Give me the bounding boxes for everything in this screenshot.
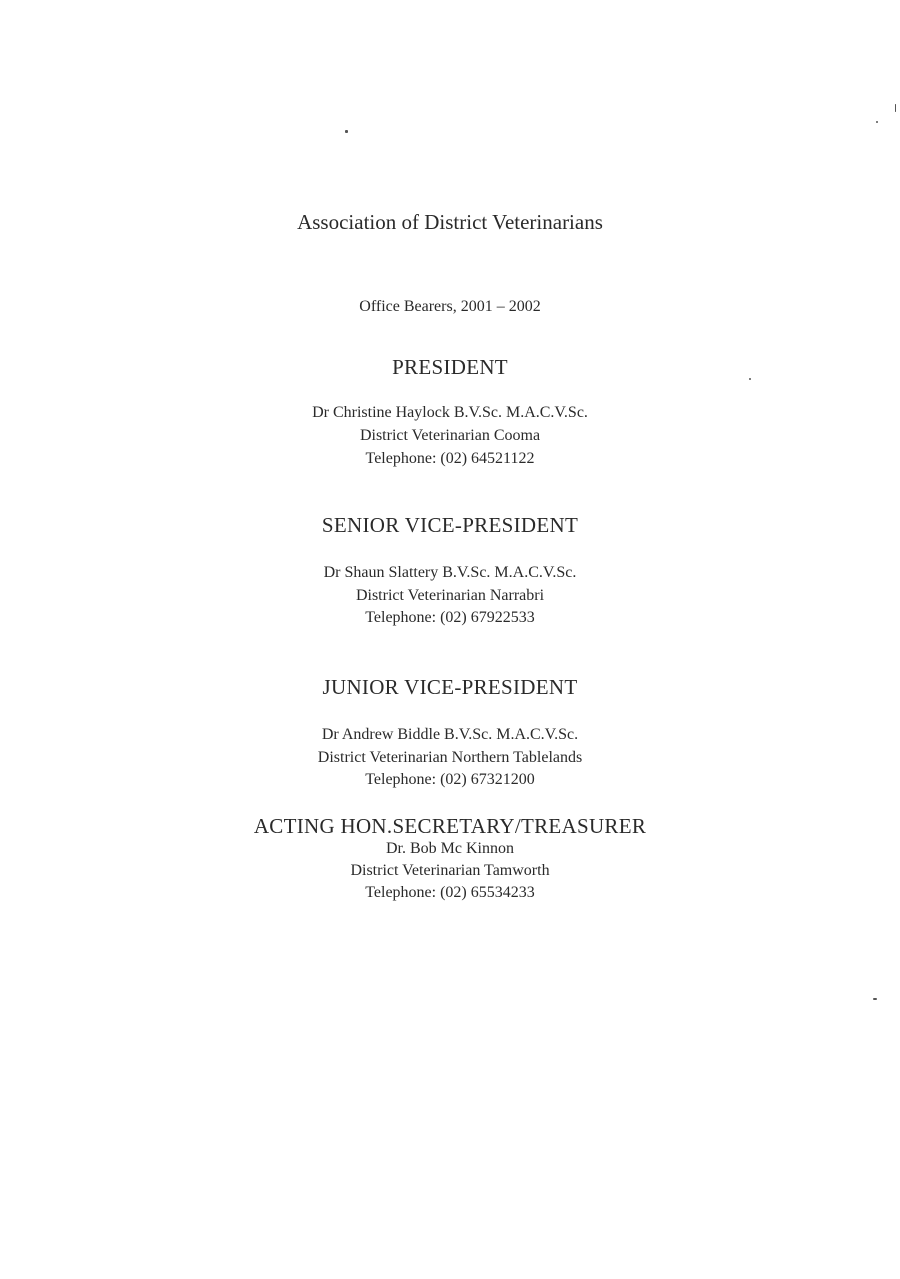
officer-name: Dr Christine Haylock B.V.Sc. M.A.C.V.Sc.: [312, 404, 588, 421]
officer-telephone: Telephone: (02) 64521122: [365, 450, 535, 467]
scan-speck: [873, 998, 877, 1000]
officer-role: District Veterinarian Cooma: [359, 427, 541, 444]
section-heading: PRESIDENT: [392, 355, 508, 379]
section-heading: SENIOR VICE-PRESIDENT: [321, 513, 579, 537]
officer-name: Dr Andrew Biddle B.V.Sc. M.A.C.V.Sc.: [321, 726, 579, 743]
officer-role: District Veterinarian Tamworth: [350, 862, 550, 879]
officer-telephone: Telephone: (02) 67321200: [365, 771, 535, 788]
officer-telephone: Telephone: (02) 65534233: [365, 884, 535, 901]
office-bearers-subtitle: Office Bearers, 2001 – 2002: [359, 298, 541, 315]
officer-telephone: Telephone: (02) 67922533: [365, 609, 535, 626]
scan-speck: [876, 121, 878, 123]
section-heading: JUNIOR VICE-PRESIDENT: [322, 675, 578, 699]
organization-title: Association of District Veterinarians: [297, 210, 603, 234]
scan-speck: [345, 130, 348, 133]
officer-role: District Veterinarian Narrabri: [355, 587, 545, 604]
officer-name: Dr. Bob Mc Kinnon: [386, 840, 514, 857]
scan-speck: [749, 378, 751, 380]
section-heading: ACTING HON.SECRETARY/TREASURER: [253, 814, 647, 838]
officer-role: District Veterinarian Northern Tablelands: [317, 749, 583, 766]
officer-name: Dr Shaun Slattery B.V.Sc. M.A.C.V.Sc.: [323, 564, 577, 581]
scan-speck: [895, 104, 896, 112]
